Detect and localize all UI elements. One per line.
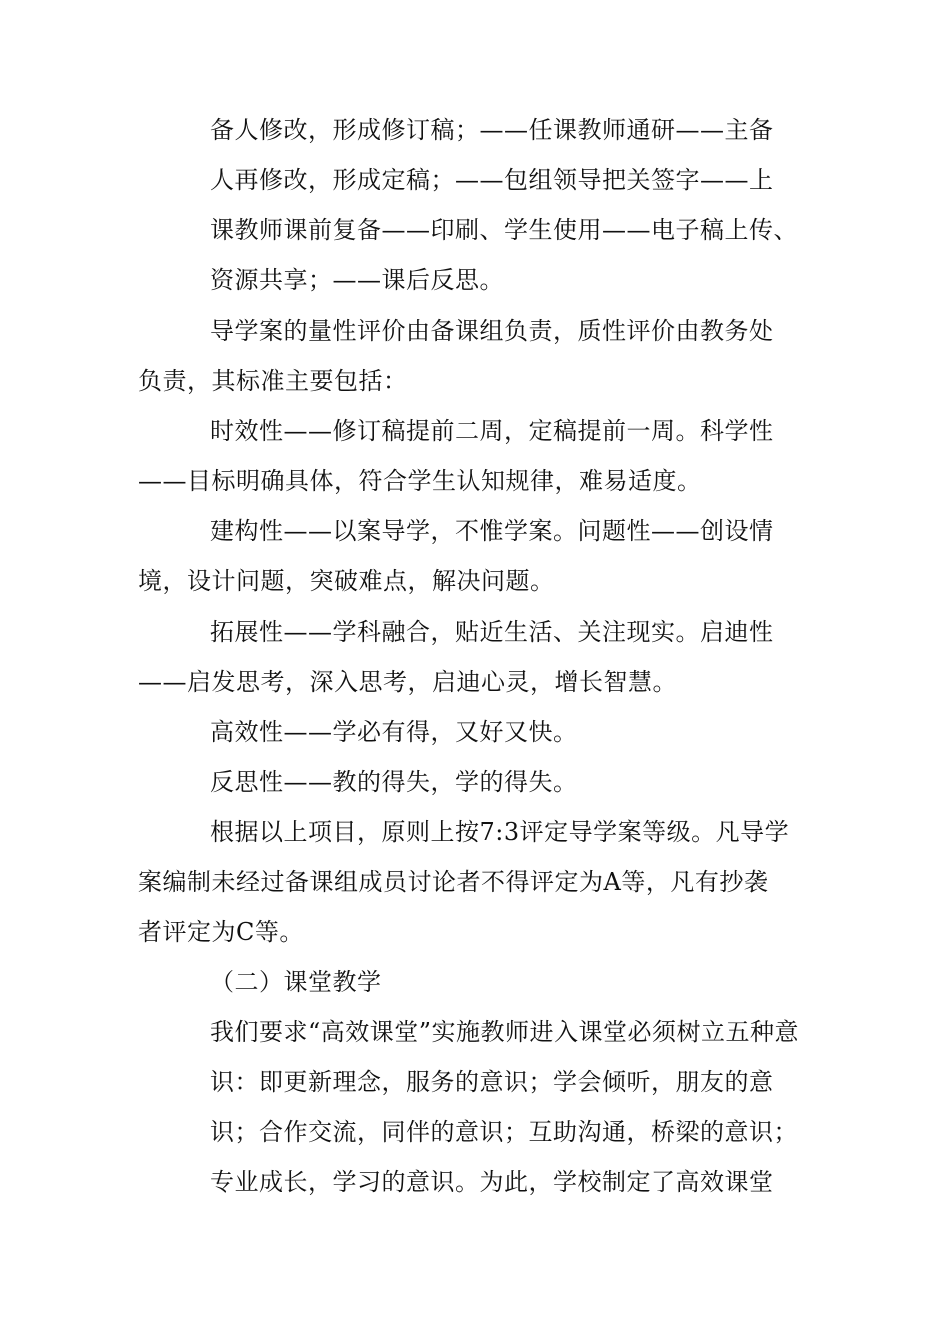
text-line: 者评定为C等。 (138, 918, 304, 946)
text-line: 时效性——修订稿提前二周，定稿提前一周。科学性 (210, 417, 774, 445)
text-line: 根据以上项目，原则上按7:3评定导学案等级。凡导学 (210, 818, 790, 846)
text-line: 识：即更新理念，服务的意识；学会倾听，朋友的意 (210, 1068, 774, 1096)
text-line: 人再修改，形成定稿；——包组领导把关签字——上 (210, 166, 774, 194)
text-line: ——启发思考，深入思考，启迪心灵，增长智慧。 (138, 668, 677, 696)
text-line: 负责，其标准主要包括： (138, 367, 408, 395)
text-line: 我们要求“高效课堂”实施教师进入课堂必须树立五种意 (210, 1018, 800, 1046)
text-line: 备人修改，形成修订稿；——任课教师通研——主备 (210, 116, 774, 144)
text-line: 境，设计问题，突破难点，解决问题。 (138, 567, 555, 595)
text-line: ——目标明确具体，符合学生认知规律，难易适度。 (138, 467, 702, 495)
section-heading: （二）课堂教学 (210, 968, 382, 996)
text-line: 导学案的量性评价由备课组负责，质性评价由教务处 (210, 317, 774, 345)
text-line: 案编制未经过备课组成员讨论者不得评定为A等，凡有抄袭 (138, 868, 769, 896)
text-line: 课教师课前复备——印刷、学生使用——电子稿上传、 (210, 216, 798, 244)
text-line: 高效性——学必有得，又好又快。 (210, 718, 578, 746)
text-line: 拓展性——学科融合，贴近生活、关注现实。启迪性 (210, 618, 774, 646)
text-line: 反思性——教的得失，学的得失。 (210, 768, 578, 796)
text-line: 建构性——以案导学，不惟学案。问题性——创设情 (210, 517, 774, 545)
text-line: 识；合作交流，同伴的意识；互助沟通，桥梁的意识； (210, 1118, 798, 1146)
text-line: 资源共享；——课后反思。 (210, 266, 504, 294)
text-line: 专业成长，学习的意识。为此，学校制定了高效课堂 (210, 1168, 774, 1196)
